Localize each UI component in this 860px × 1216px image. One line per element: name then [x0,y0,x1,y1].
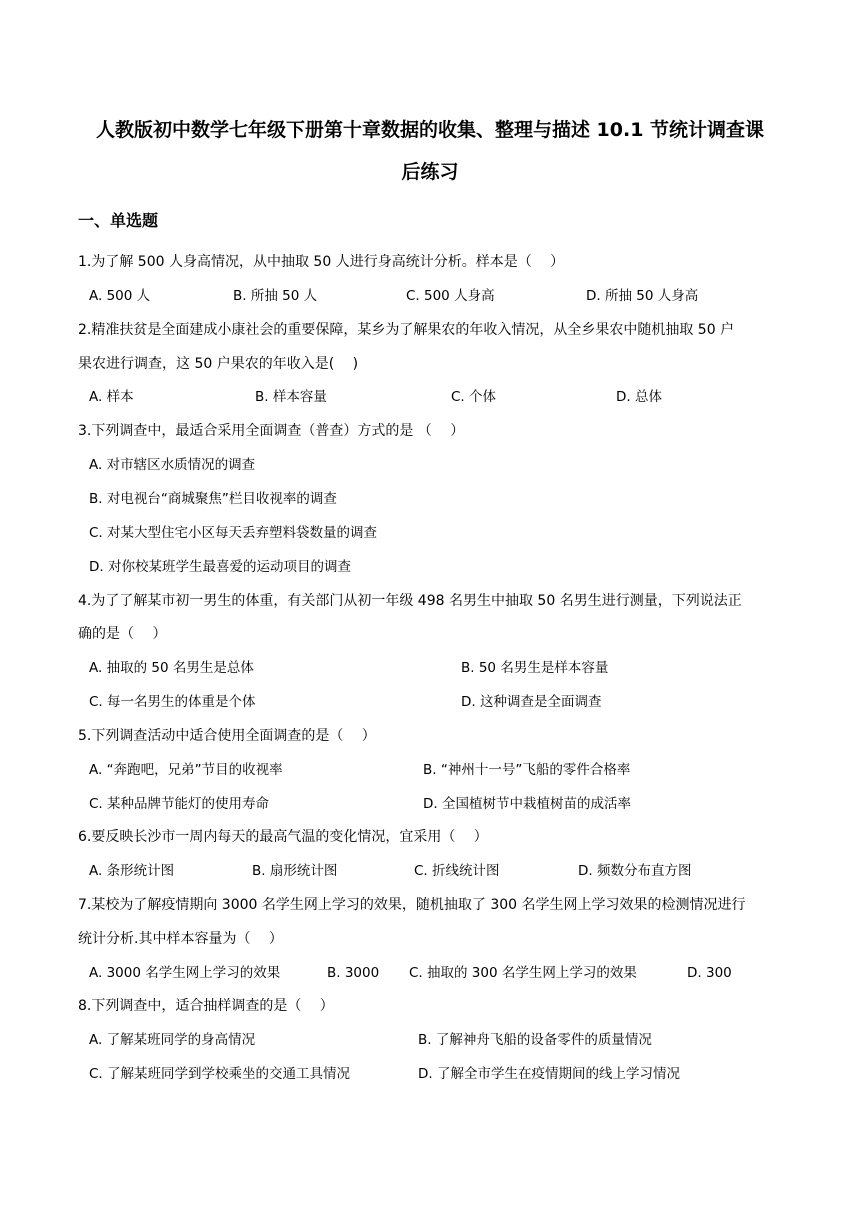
question-7-stem-line-2: 统计分析.其中样本容量为（ ） [78,931,283,947]
question-1-option-c: C. 500 人身高 [406,288,495,304]
question-7-option-b: B. 3000 [327,965,380,981]
question-5-option-a: A. “奔跑吧，兄弟”节目的收视率 [89,762,283,778]
question-5-stem: 5.下列调查活动中适合使用全面调查的是（ ） [78,728,376,744]
question-4-stem-line-1: 4.为了了解某市初一男生的体重，有关部门从初一年级 498 名男生中抽取 50 名男生进行测量，下列说法正 [78,593,742,609]
question-5-option-d: D. 全国植树节中栽植树苗的成活率 [423,796,631,812]
question-1-option-b: B. 所抽 50 人 [233,288,318,304]
question-1-option-a: A. 500 人 [89,288,151,304]
question-3-stem: 3.下列调查中，最适合采用全面调查（普查）方式的是 （ ） [78,423,465,439]
document-title-line-2: 后练习 [401,161,459,183]
question-3-option-b: B. 对电视台“商城聚焦”栏目收视率的调查 [89,491,337,507]
question-4-option-d: D. 这种调查是全面调查 [461,694,602,710]
question-6-option-d: D. 频数分布直方图 [578,863,692,879]
question-4-option-a: A. 抽取的 50 名男生是总体 [89,660,254,676]
question-5-option-b: B. “神州十一号”飞船的零件合格率 [423,762,631,778]
question-1-stem: 1.为了解 500 人身高情况，从中抽取 50 人进行身高统计分析。样本是（ ） [78,254,565,270]
question-8-option-b: B. 了解神舟飞船的设备零件的质量情况 [418,1032,652,1048]
question-7-option-a: A. 3000 名学生网上学习的效果 [89,965,281,981]
question-3-option-c: C. 对某大型住宅小区每天丢弃塑料袋数量的调查 [89,525,378,541]
question-5-option-c: C. 某种品牌节能灯的使用寿命 [89,796,270,812]
document-title-line-1: 人教版初中数学七年级下册第十章数据的收集、整理与描述 10.1 节统计调查课 [95,119,765,141]
question-1-option-d: D. 所抽 50 人身高 [586,288,699,304]
question-8-option-d: D. 了解全市学生在疫情期间的线上学习情况 [418,1066,680,1082]
question-4-option-c: C. 每一名男生的体重是个体 [89,694,256,710]
question-7-option-d: D. 300 [687,965,732,981]
question-2-stem-line-2: 果农进行调查，这 50 户果农的年收入是( ) [78,356,359,372]
question-4-stem-line-2: 确的是（ ） [78,626,167,642]
question-4-option-b: B. 50 名男生是样本容量 [461,660,609,676]
question-2-option-b: B. 样本容量 [255,389,327,405]
question-8-option-a: A. 了解某班同学的身高情况 [89,1032,256,1048]
question-2-option-a: A. 样本 [89,389,134,405]
question-2-option-c: C. 个体 [451,389,497,405]
question-7-stem-line-1: 7.某校为了解疫情期向 3000 名学生网上学习的效果，随机抽取了 300 名学生网上学习效果的检测情况进行 [78,897,746,913]
question-6-option-b: B. 扇形统计图 [252,863,338,879]
section-heading: 一、单选题 [78,211,159,230]
question-3-option-d: D. 对你校某班学生最喜爱的运动项目的调查 [89,559,351,575]
question-2-option-d: D. 总体 [616,389,662,405]
question-7-option-c: C. 抽取的 300 名学生网上学习的效果 [409,965,637,981]
question-8-stem: 8.下列调查中，适合抽样调查的是（ ） [78,998,334,1014]
question-6-option-a: A. 条形统计图 [89,863,175,879]
question-6-option-c: C. 折线统计图 [414,863,500,879]
question-8-option-c: C. 了解某班同学到学校乘坐的交通工具情况 [89,1066,351,1082]
question-2-stem-line-1: 2.精准扶贫是全面建成小康社会的重要保障，某乡为了解果农的年收入情况，从全乡果农中随机抽取 50 户 [78,322,735,338]
question-6-stem: 6.要反映长沙市一周内每天的最高气温的变化情况，宜采用（ ） [78,829,488,845]
question-3-option-a: A. 对市辖区水质情况的调查 [89,457,256,473]
